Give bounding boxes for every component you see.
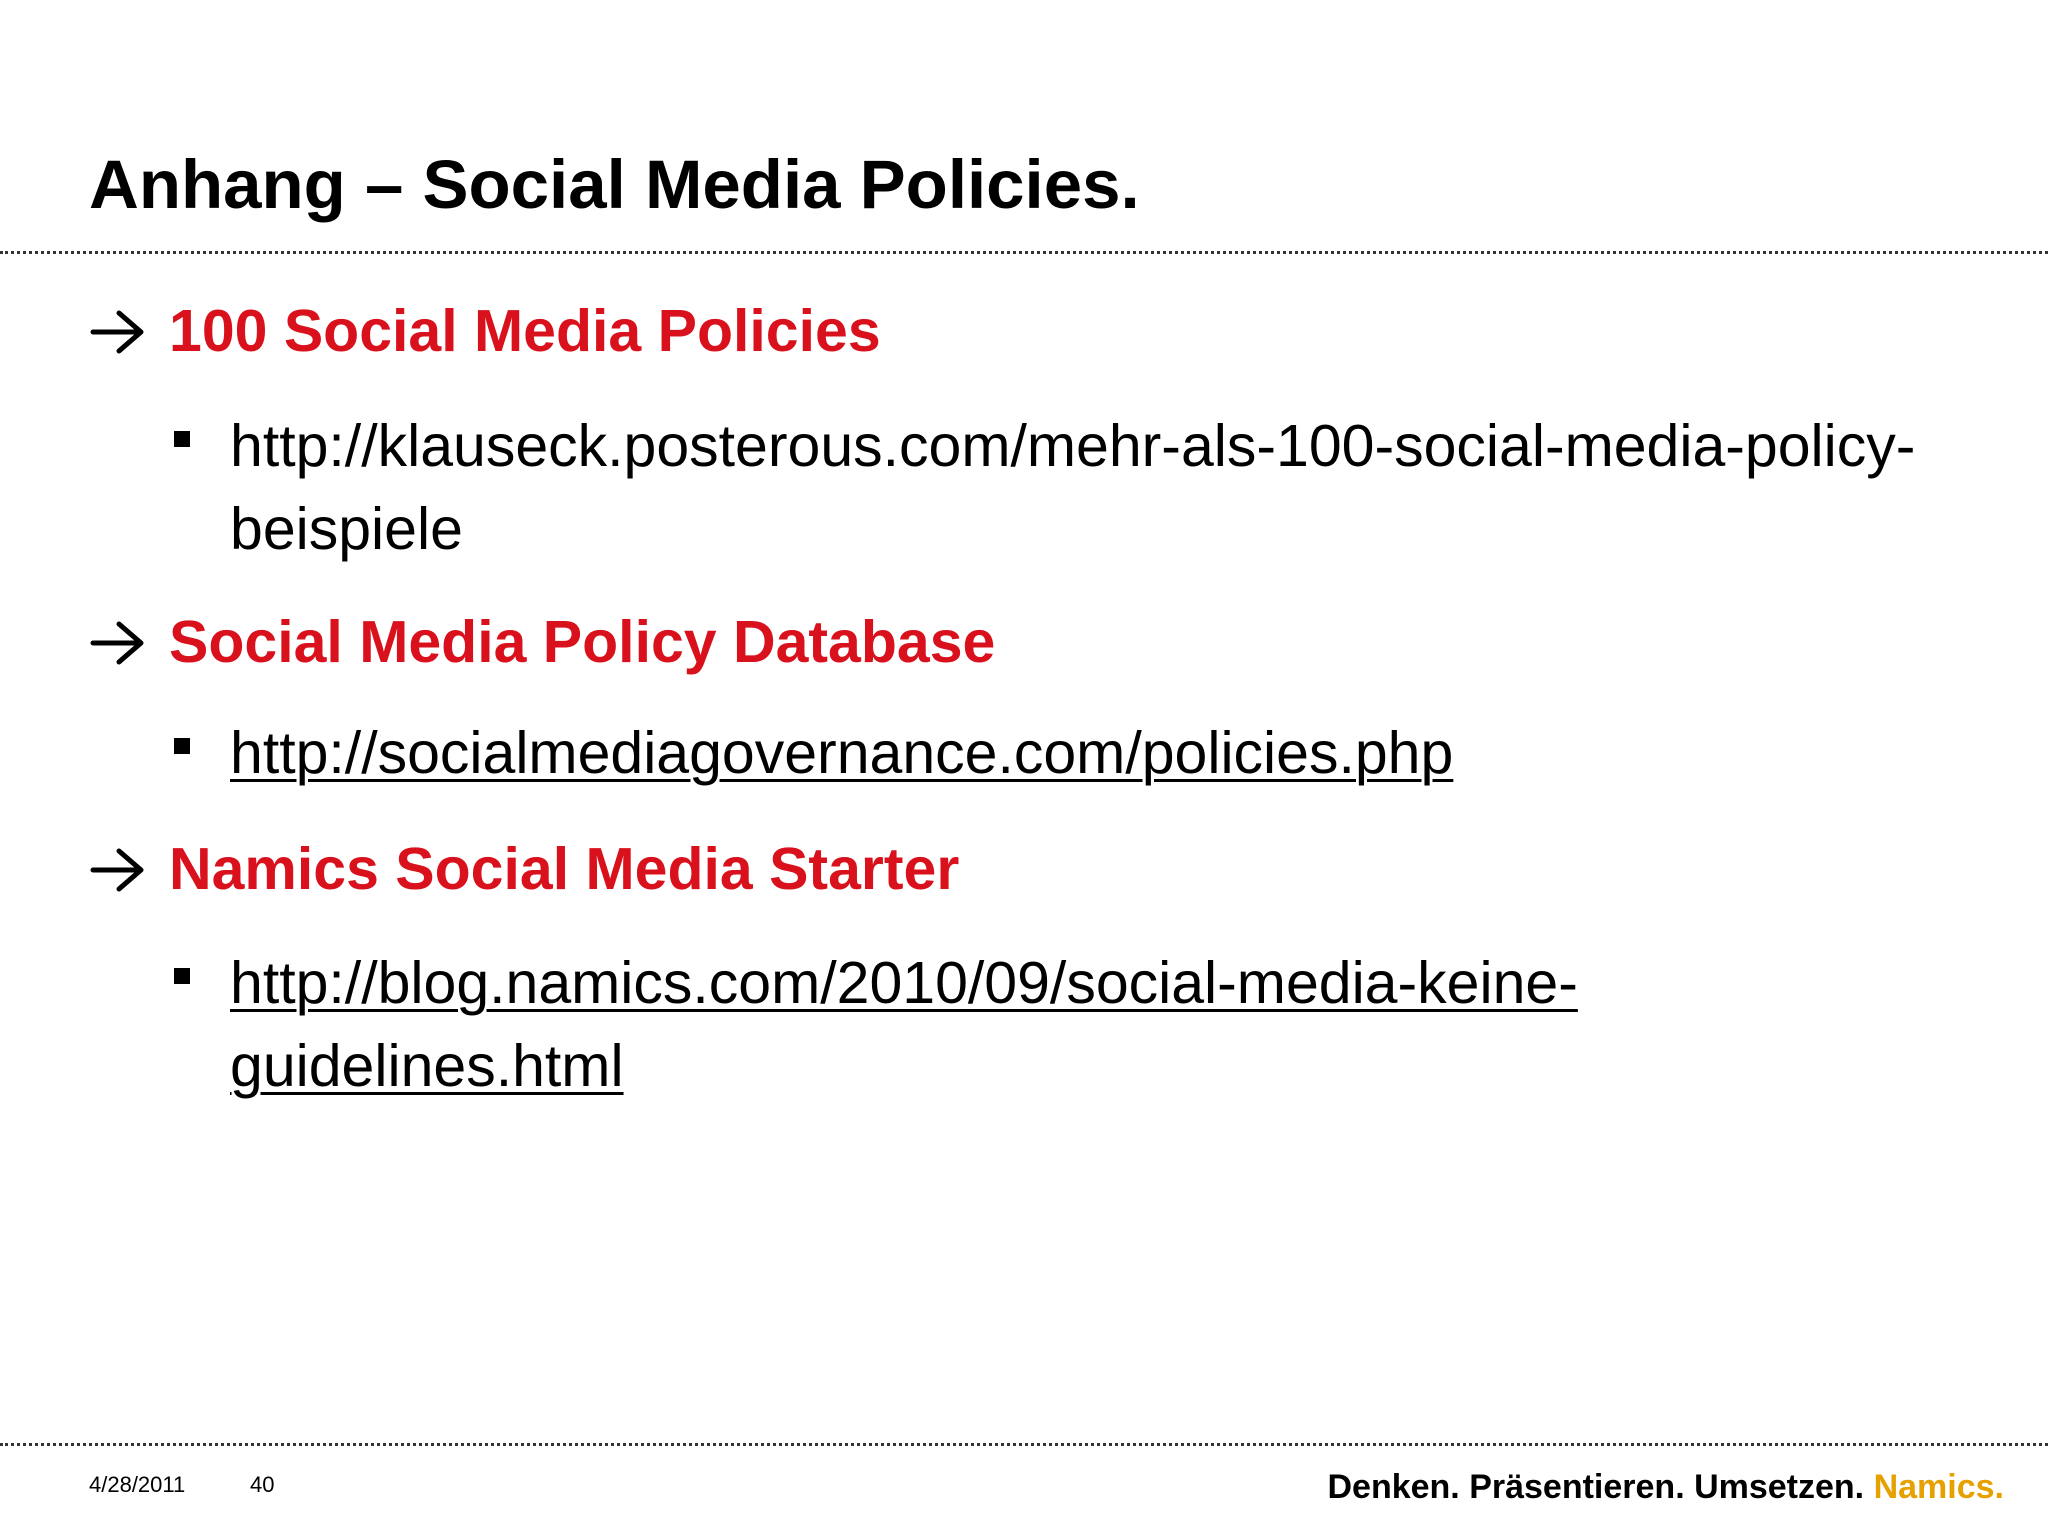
section-heading-text: Namics Social Media Starter [169, 836, 960, 902]
arrow-right-icon [89, 618, 147, 668]
brand-logo-text: Namics. [1873, 1468, 2004, 1506]
square-bullet-icon [174, 431, 190, 447]
list-item [174, 405, 1974, 575]
tagline-text: Denken. Präsentieren. Umsetzen. [1327, 1468, 1865, 1506]
square-bullet-icon [174, 968, 190, 984]
link-namics-blog[interactable]: http://blog.namics.com/2010/09/social-media-keine-guidelines.html [230, 950, 1578, 1099]
section-heading-2 [89, 609, 996, 675]
section-heading-1 [89, 298, 881, 364]
footer-date: 4/28/2011 [89, 1472, 186, 1497]
section-heading-3 [89, 836, 960, 902]
footer-tagline [1327, 1470, 2004, 1504]
slide-title: Anhang – Social Media Policies. [89, 146, 1140, 223]
page-number: 40 [250, 1472, 275, 1497]
section-heading-text: Social Media Policy Database [169, 609, 996, 675]
list-item [174, 942, 1974, 1112]
footer-divider [0, 1443, 2048, 1446]
list-item [174, 712, 1974, 802]
arrow-right-icon [89, 307, 147, 357]
section-heading-text: 100 Social Media Policies [169, 298, 881, 364]
square-bullet-icon [174, 738, 190, 754]
link-socialmediagovernance[interactable]: http://socialmediagovernance.com/policies.php [230, 720, 1454, 786]
url-text-klauseck: http://klauseck.posterous.com/mehr-als-100-social-media-policy-beispiele [230, 413, 1916, 562]
title-divider [0, 251, 2048, 254]
arrow-right-icon [89, 845, 147, 895]
